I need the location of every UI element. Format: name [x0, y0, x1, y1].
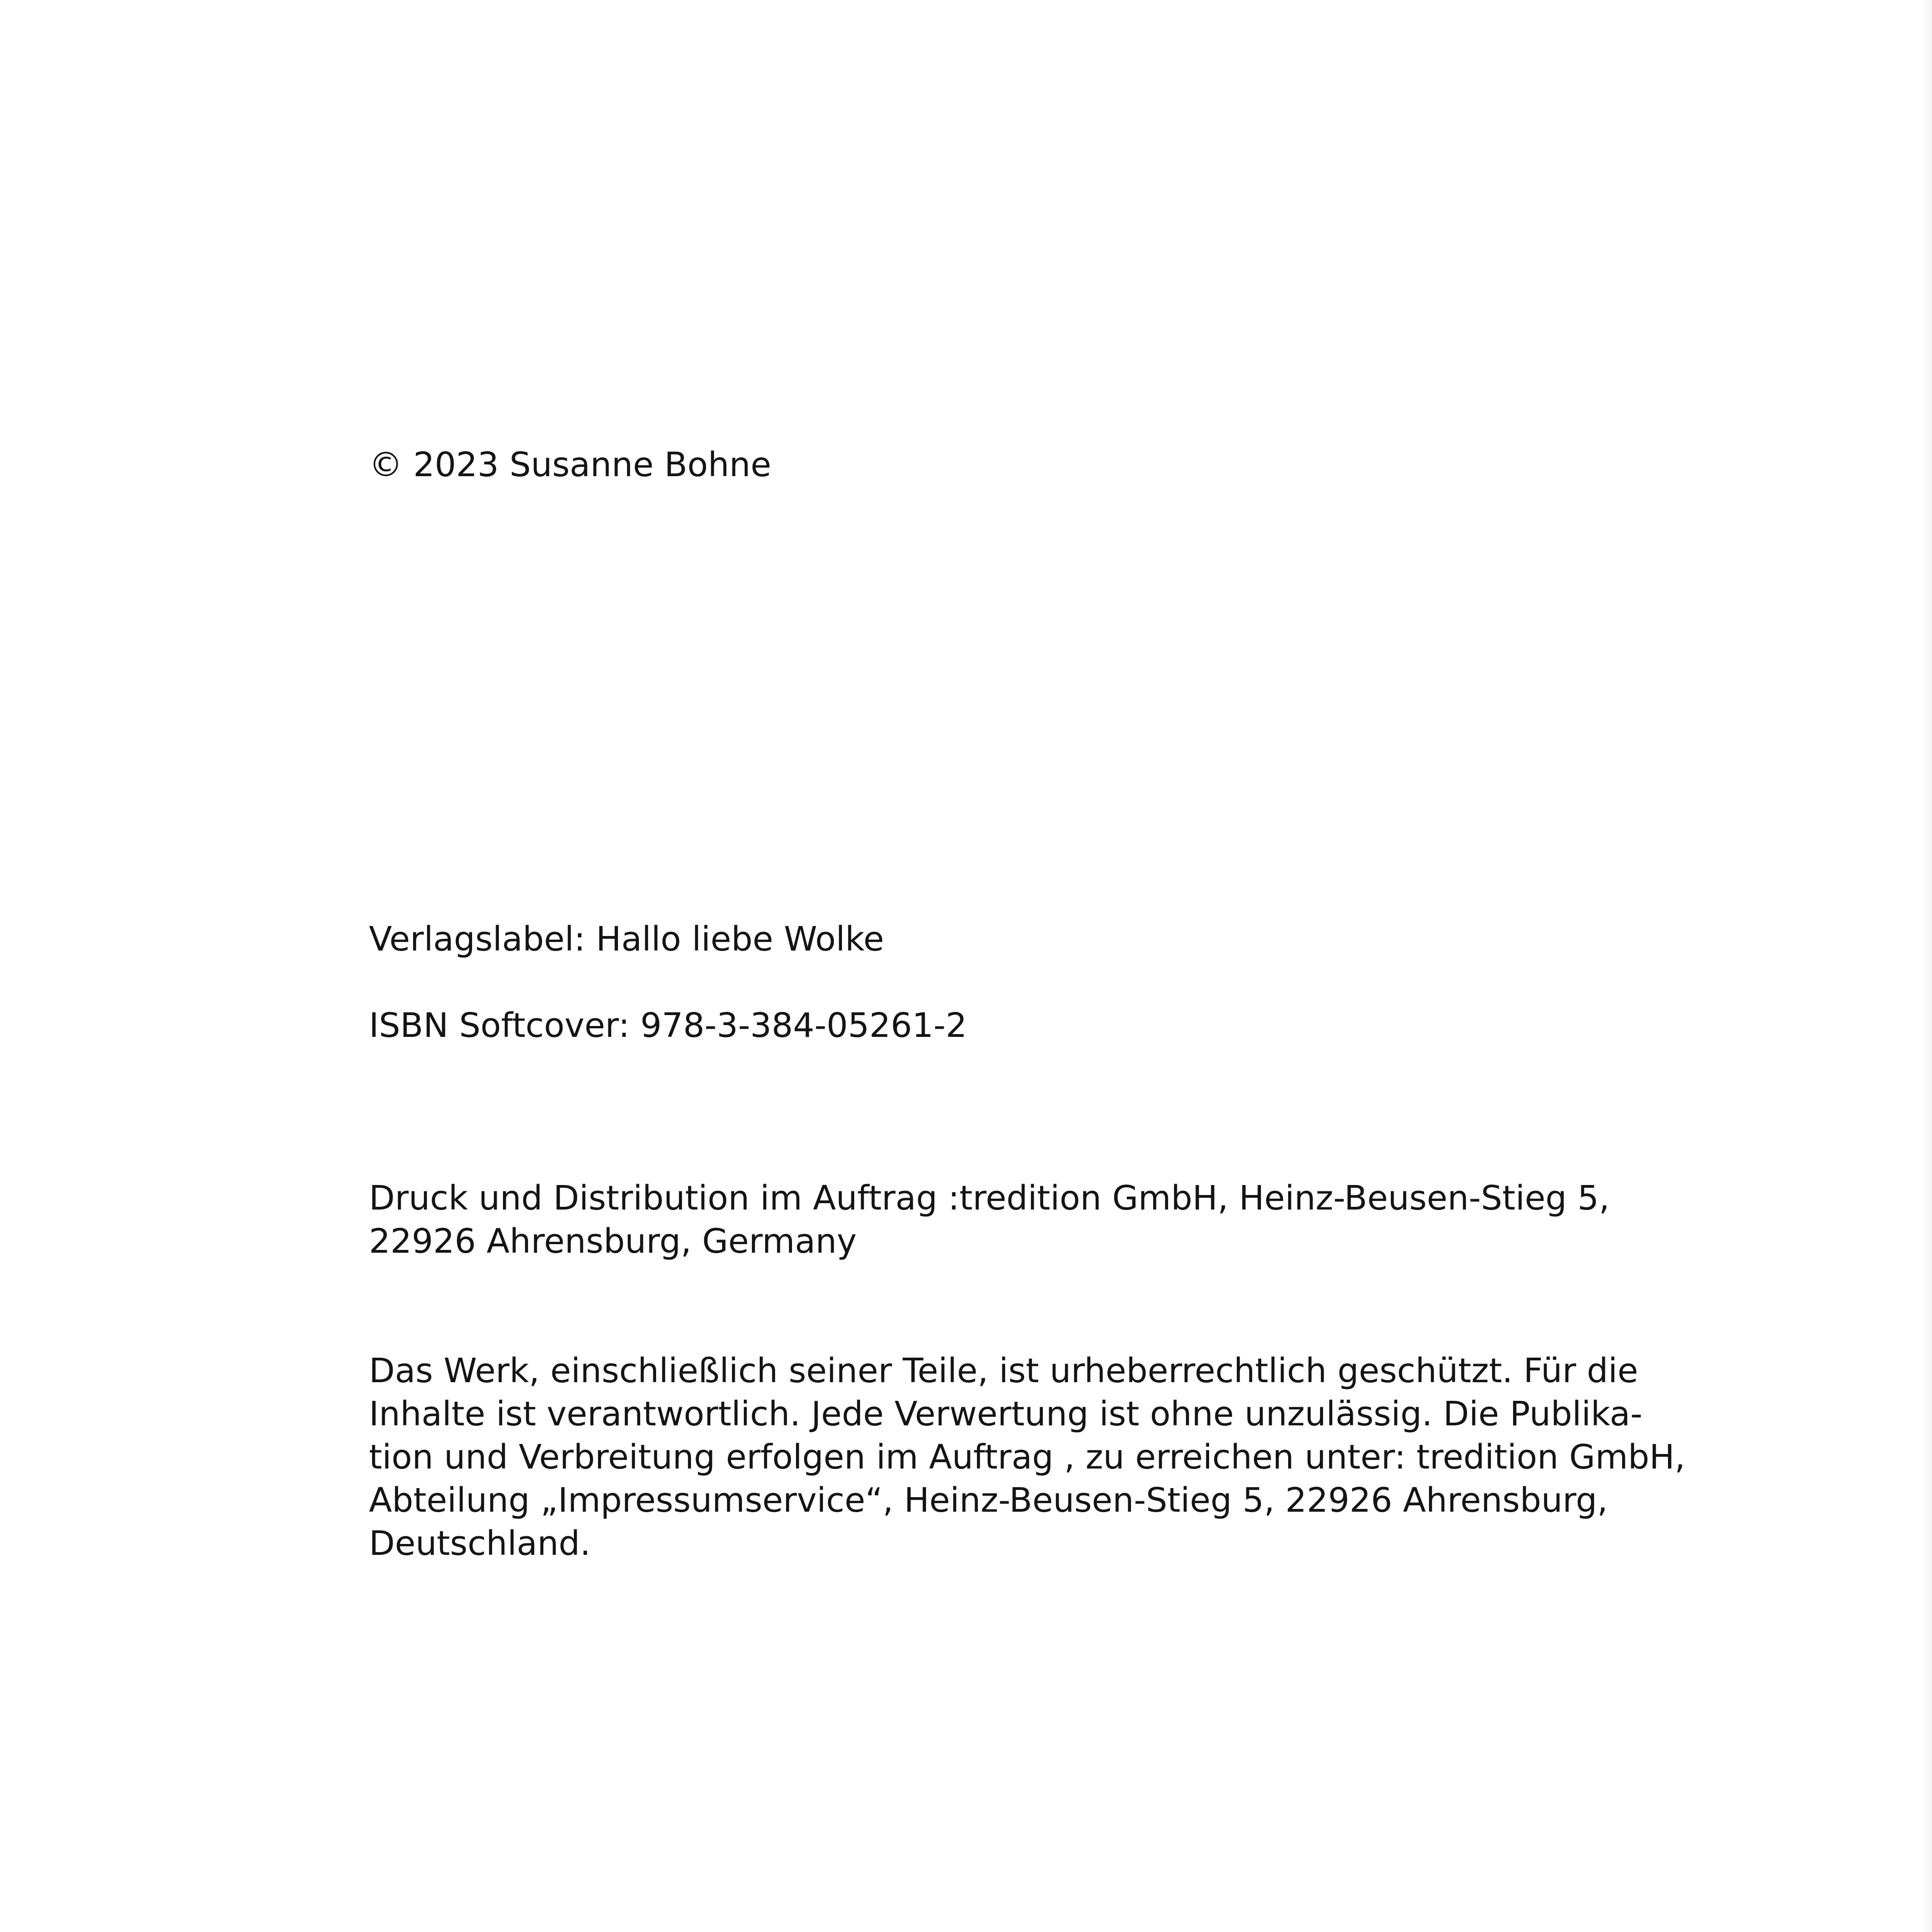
print-distribution-line-2: 22926 Ahrensburg, Germany [369, 1222, 857, 1261]
publisher-label: Verlagslabel: Hallo liebe Wolke [369, 920, 884, 959]
legal-notice-line-5: Deutschland. [369, 1524, 591, 1563]
legal-notice-line-3: tion und Verbreitung erfolgen im Auftrag , zu erreichen unter: tredition GmbH, [369, 1438, 1686, 1477]
legal-notice-line-2: Inhalte ist verantwortlich. Jede Verwertung ist ohne unzulässig. Die Publika- [369, 1394, 1643, 1434]
copyright-notice: © 2023 Susanne Bohne [369, 445, 772, 484]
legal-notice-line-1: Das Werk, einschließlich seiner Teile, ist urheberrechtlich geschützt. Für die [369, 1351, 1638, 1390]
legal-notice-line-4: Abteilung „Impressumservice“, Heinz-Beusen-Stieg 5, 22926 Ahrensburg, [369, 1481, 1608, 1520]
page-edge-shade [1922, 0, 1932, 1932]
isbn-softcover: ISBN Softcover: 978-3-384-05261-2 [369, 1006, 967, 1045]
print-distribution-line-1: Druck und Distribution im Auftrag :tredition GmbH, Heinz-Beusen-Stieg 5, [369, 1179, 1610, 1218]
